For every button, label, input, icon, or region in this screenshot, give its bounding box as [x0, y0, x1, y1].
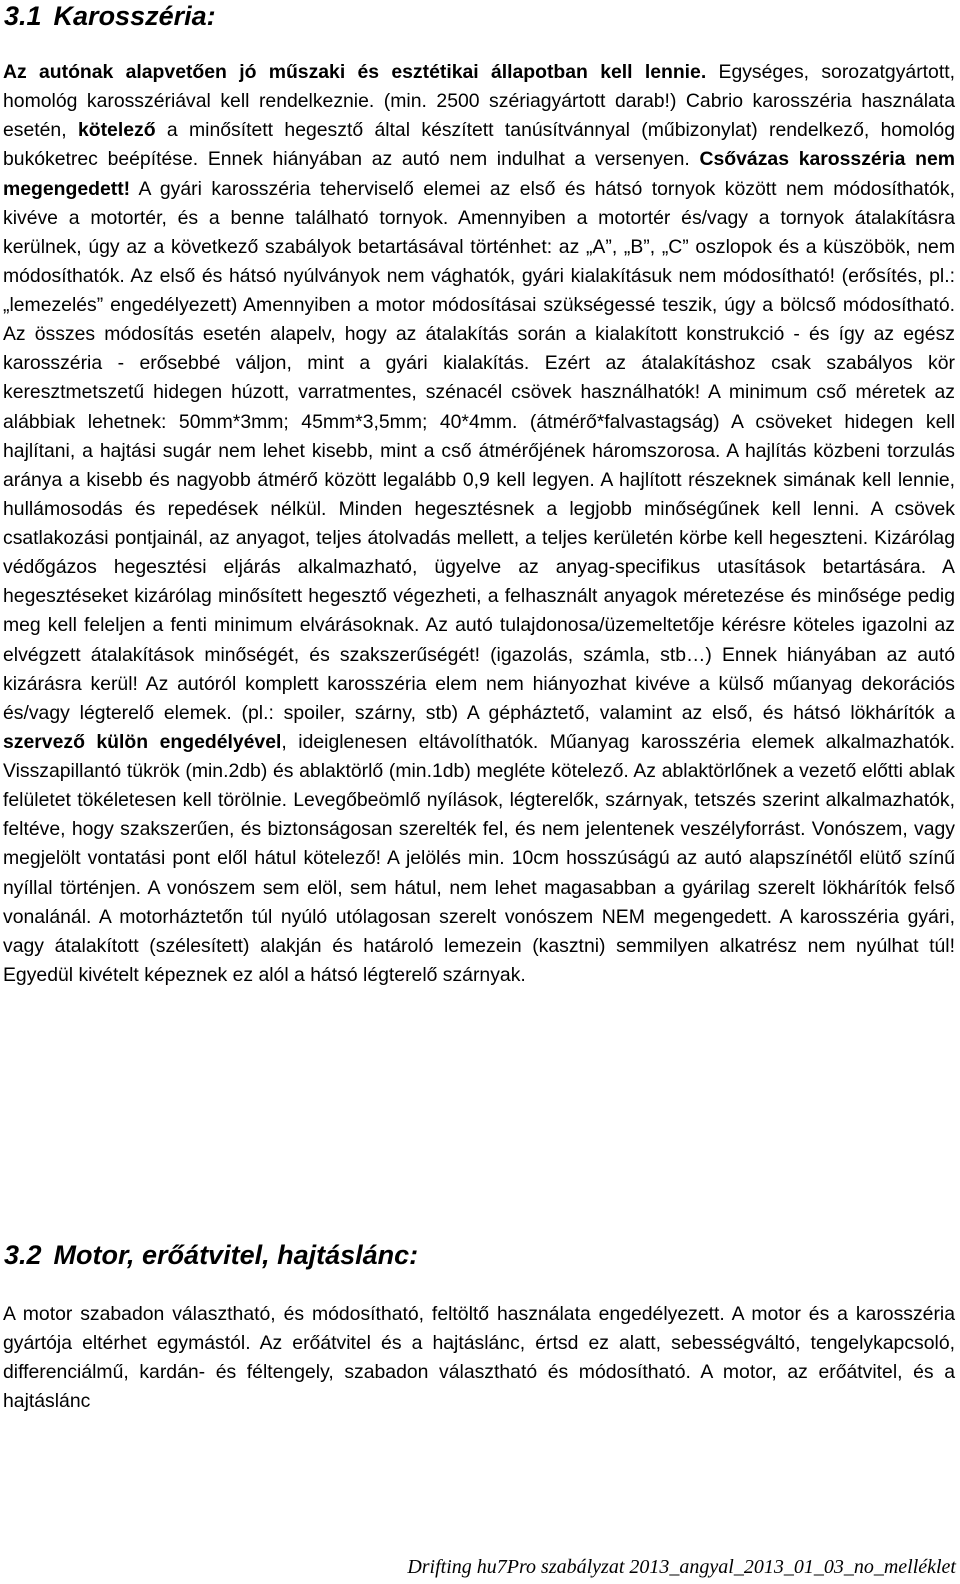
- text-segment: Az autónak alapvetően jó műszaki és esztétikai állapotban kell lennie.: [3, 61, 707, 83]
- section-heading-motor: [4, 1239, 418, 1271]
- text-segment: , ideiglenesen eltávolíthatók. Műanyag karosszéria elemek alkalmazhatók. Visszapillantó tükrök (min.2db) és ablaktörlő (min.1db) megléte kötelező. Az ablaktörlőnek a vezető előtti ablak felületet tökéletesen kell törölnie. Levegőbeömlő nyílások, légterelők, szárnyak, tetszés szerint alkalmazhatók, feltéve, hogy szakszerűen, és biztonságosan szerelték fel, és nem jelentenek veszélyforrást. Vonószem, vagy megjelölt vontatási pont elől hátul kötelező! A jelölés min. 10cm hosszúságú az autó alapszínétől elütő színű nyíllal történjen. A vonószem sem elöl, sem hátul, nem lehet magasabban a gyárilag szerelt lökhárítók felső vonalánál. A motorháztetőn túl nyúló utólagosan szerelt vonószem NEM megengedett. A karosszéria gyári, vagy átalakított (szélesített) alakján és határoló lemezein (kasztni) semmilyen alkatrész nem nyúlhat túl! Egyedül kivételt képeznek ez alól a hátsó légterelő szárnyak.: [3, 730, 955, 986]
- text-segment: Egységes, sorozatgyártott, homológ karosszériával kell rendelkeznie. (min. 2500 szériagyártott darab!) Cabrio karosszéria használata esetén,: [3, 61, 955, 142]
- text-segment: a minősített hegesztő által készített tanúsítvánnyal (műbizonylat) rendelkező, homológ bukóketrec beépítése. Ennek hiányában az autó nem indulhat a versenyen.: [3, 119, 955, 171]
- text-segment: kötelező: [77, 119, 156, 142]
- text-segment: A gyári karosszéria teherviselő elemei az első és hátsó tornyok között nem módosíthatók, kivéve a motortér, és a benne található tornyok. Amennyiben a motortér és/vagy a tornyok átalakításra kerülnek, úgy az a következő szabályok betartásával történhet: az „A”, „B”, „C” oszlopok és a küszöbök, nem módosíthatók. Az első és hátsó nyúlványok nem vághatók, gyári kialakításuk nem módosítható! (erősítés, pl.: „lemezelés” engedélyezett) Amennyiben a motor módosításai szükségessé teszik, úgy a bölcső módosítható. Az összes módosítás esetén alapelv, hogy az átalakítás során a kialakított konstrukció - és így az egész karosszéria - erősebbé váljon, mint a gyári kialakítás. Ezért az átalakításhoz csak szabályos kör keresztmetszetű hidegen húzott, varratmentes, szénacél csövek használhatók! A minimum cső méretek az alábbiak lehetnek: 50mm*3mm; 45mm*3,5mm; 40*4mm. (átmérő*falvastagság) A csöveket hidegen kell hajlítani, a hajtási sugár nem lehet kisebb, mint a cső átmérőjének háromszorosa. A hajlítás közbeni torzulás aránya a kisebb és nagyobb átmérő között legalább 0,9 kell legyen. A hajlított részeknek simának kell lennie, hullámosodás és repedések nélkül. Minden hegesztésnek a legjobb minőségűnek kell lenni. A csövek csatlakozási pontjainál, az anyagot, teljes átolvadás mellett, a teljes kerületén körbe kell hegeszteni. Kizárólag védőgázos hegesztési eljárás alkalmazható, ügyelve az anyag-specifikus utasítások betartására. A hegesztéseket kizárólag minősített hegesztő végezheti, a felhasznált anyagok méretezése és minősége pedig meg kell feleljen a fenti minimum elvárásoknak. Az autó tulajdonosa/üzemeltetője kérésre köteles igazolni az elvégzett átalakítások minőségét, és szakszerűségét! (igazolás, számla, stb…) Ennek hiányában az autó kizárásra kerül! Az autóról komplett karosszéria elem nem hiányozhat kivéve a külső műanyag dekorációs és/vagy légterelő elemek. (pl.: spoiler, szárny, stb) A gépháztető, valamint az első, és hátsó lökhárítók a: [3, 177, 955, 724]
- text-segment: A motor szabadon választható, és módosítható, feltöltő használata engedélyezett. A motor és a karosszéria gyártója eltérhet egymástól. Az erőátvitel és a hajtáslánc, értsd ez alatt, sebességváltó, tengelykapcsoló, differenciálmű, kardán- és féltengely, szabadon választható és módosítható. A motor, az erőátvitel, és a hajtáslánc: [3, 1303, 955, 1413]
- section-heading-karosszeria: [4, 0, 216, 32]
- page-footer: Drifting hu7Pro szabályzat 2013_angyal_2013_01_03_no_melléklet: [407, 1556, 956, 1578]
- section-title: Karosszéria:: [53, 1, 216, 31]
- text-segment: Csővázas karosszéria nem megengedett!: [3, 148, 955, 200]
- paragraph-karosszeria: [3, 58, 955, 990]
- section-title: Motor, erőátvitel, hajtáslánc:: [53, 1240, 419, 1270]
- section-number: 3.1: [4, 1, 42, 31]
- section-number: 3.2: [4, 1240, 42, 1270]
- paragraph-motor: [3, 1300, 955, 1417]
- text-segment: szervező külön engedélyével: [3, 730, 282, 753]
